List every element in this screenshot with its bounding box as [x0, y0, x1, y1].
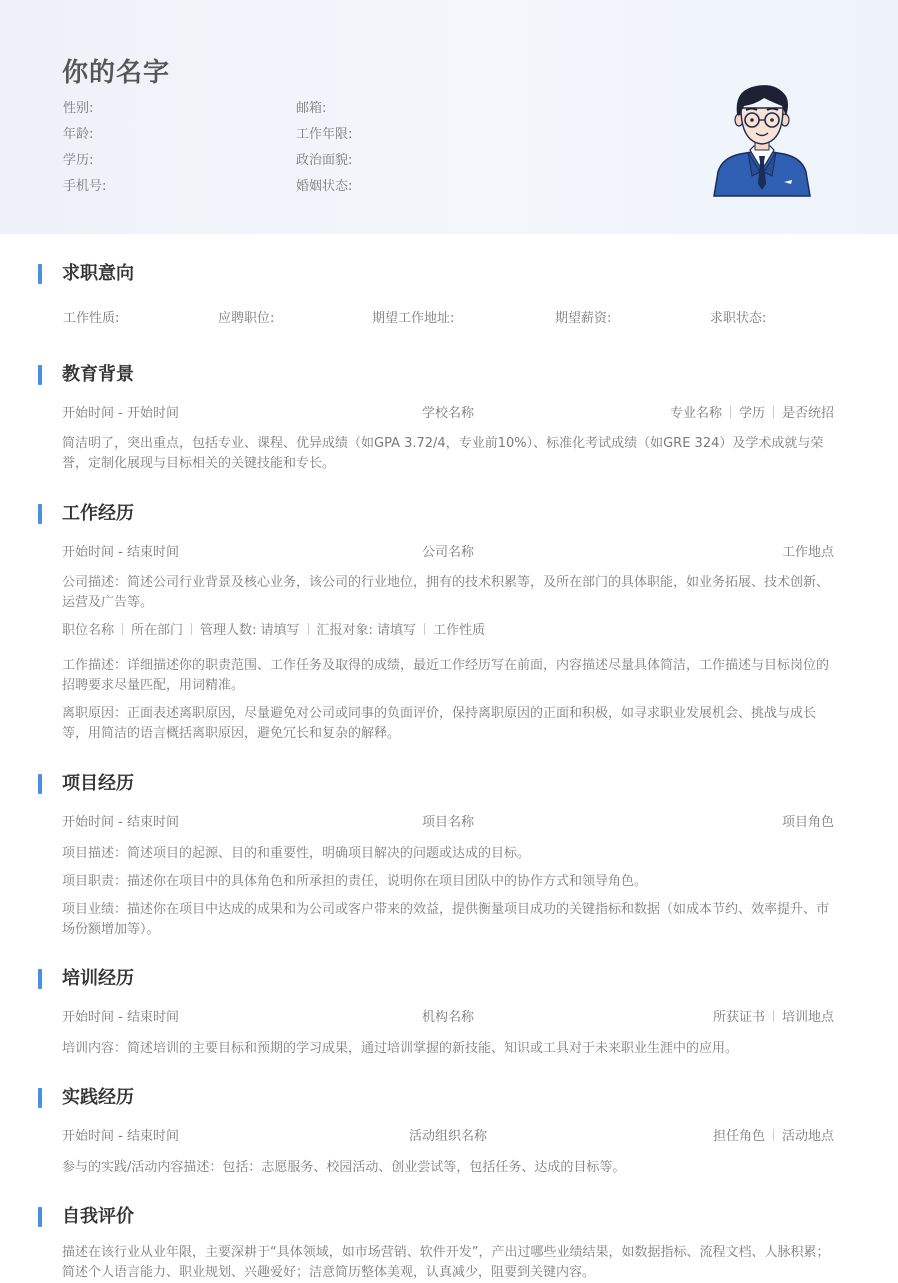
section-accent-bar	[38, 504, 42, 524]
section-title[interactable]: 求职意向	[62, 263, 134, 284]
education-tags	[670, 405, 834, 423]
certificate-tag[interactable]: 所获证书	[712, 1010, 765, 1025]
education-meta-row	[62, 405, 834, 423]
degree-tag[interactable]: 学历	[738, 406, 765, 421]
managed-count-tag[interactable]: 管理人数: 请填写	[200, 623, 300, 638]
divider	[122, 623, 123, 635]
work-description[interactable]: 工作描述：详细描述你的职责范围、工作任务及取得的成绩，最近工作经历写在前面，内容描述尽量具体简洁，工作描述与目标岗位的招聘要求尽量匹配，用词精准。	[62, 658, 830, 693]
section-title[interactable]: 项目经历	[62, 773, 134, 794]
work-nature-tag[interactable]: 工作性质	[433, 623, 486, 638]
project-role[interactable]: 项目角色	[781, 815, 834, 830]
phone-field[interactable]: 手机号:	[63, 179, 107, 194]
report-to-tag[interactable]: 汇报对象: 请填写	[316, 623, 417, 638]
section-accent-bar	[38, 969, 42, 989]
resume-header	[0, 0, 898, 234]
job-type-field[interactable]: 工作性质:	[63, 311, 120, 326]
divider	[424, 623, 425, 635]
avatar[interactable]	[706, 80, 818, 198]
project-meta-row	[62, 814, 834, 832]
training-description[interactable]: 培训内容：简述培训的主要目标和预期的学习成果，通过培训掌握的新技能、知识或工具对于未来职业生涯中的应用。	[62, 1041, 739, 1056]
political-status-field[interactable]: 政治面貌:	[296, 153, 353, 168]
enrollment-tag[interactable]: 是否统招	[781, 406, 834, 421]
training-meta-row	[62, 1009, 834, 1027]
project-description[interactable]: 项目描述：简述项目的起源、目的和重要性，明确项目解决的问题或达成的目标。	[62, 846, 531, 861]
divider	[191, 623, 192, 635]
activity-org-name[interactable]: 活动组织名称	[408, 1129, 487, 1144]
project-duty[interactable]: 项目职责：描述你在项目中的具体角色和所承担的责任，说明你在项目团队中的协作方式和领导角色。	[62, 874, 648, 889]
practice-tags	[713, 1128, 834, 1146]
practice-meta-row	[62, 1128, 834, 1146]
candidate-name[interactable]: 你的名字	[62, 58, 171, 88]
position-tag[interactable]: 职位名称	[62, 623, 115, 638]
gender-field[interactable]: 性别:	[63, 101, 94, 116]
section-accent-bar	[38, 264, 42, 284]
project-result[interactable]: 项目业绩：描述你在项目中达成的成果和为公司或客户带来的效益，提供衡量项目成功的关键指标和数据（如成本节约、效率提升、市场份额增加等）。	[62, 902, 830, 937]
education-description[interactable]: 简洁明了，突出重点，包括专业、课程、优异成绩（如GPA 3.72/4，专业前10%）、标准化考试成绩（如GRE 324）及学术成就与荣誉，定制化展现与目标相关的关键技能和专长。	[62, 436, 824, 471]
activity-location-tag[interactable]: 活动地点	[781, 1129, 834, 1144]
divider	[773, 406, 774, 418]
section-accent-bar	[38, 774, 42, 794]
project-name[interactable]: 项目名称	[421, 815, 474, 830]
major-tag[interactable]: 专业名称	[669, 406, 722, 421]
practice-time[interactable]: 开始时间 - 结束时间	[62, 1129, 179, 1144]
training-tags	[713, 1009, 834, 1027]
self-evaluation-text[interactable]: 描述在该行业从业年限，主要深耕于“具体领域，如市场营销、软件开发”，产出过哪些业绩结果，如数据指标、流程文档、人脉积累；简述个人语言能力、职业规划、兴趣爱好；洁意简历整体美观，认真减少，阻要到关键内容。	[62, 1245, 830, 1280]
work-meta-row	[62, 544, 834, 562]
divider	[308, 623, 309, 635]
job-status-field[interactable]: 求职状态:	[710, 311, 767, 326]
work-tags	[62, 621, 834, 641]
education-level-field[interactable]: 学历:	[63, 153, 94, 168]
divider	[730, 406, 731, 418]
practice-description[interactable]: 参与的实践/活动内容描述：包括：志愿服务、校园活动、创业尝试等，包括任务、达成的目标等。	[62, 1160, 626, 1175]
section-accent-bar	[38, 1088, 42, 1108]
marital-status-field[interactable]: 婚姻状态:	[296, 179, 353, 194]
section-title[interactable]: 培训经历	[62, 968, 134, 989]
training-time[interactable]: 开始时间 - 结束时间	[62, 1010, 179, 1025]
training-location-tag[interactable]: 培训地点	[781, 1010, 834, 1025]
age-field[interactable]: 年龄:	[63, 127, 94, 142]
divider	[773, 1010, 774, 1022]
basic-info-left	[63, 100, 106, 204]
department-tag[interactable]: 所在部门	[131, 623, 184, 638]
work-years-field[interactable]: 工作年限:	[296, 127, 353, 142]
email-field[interactable]: 邮箱:	[296, 101, 327, 116]
section-title[interactable]: 实践经历	[62, 1087, 134, 1108]
role-tag[interactable]: 担任角色	[712, 1129, 765, 1144]
education-time[interactable]: 开始时间 - 开始时间	[62, 406, 179, 421]
work-time[interactable]: 开始时间 - 结束时间	[62, 545, 179, 560]
basic-info-right	[296, 100, 352, 204]
applied-position-field[interactable]: 应聘职位:	[218, 311, 275, 326]
expected-salary-field[interactable]: 期望薪资:	[555, 311, 612, 326]
school-name[interactable]: 学校名称	[421, 406, 474, 421]
work-location[interactable]: 工作地点	[781, 545, 834, 560]
company-name[interactable]: 公司名称	[421, 545, 474, 560]
section-title[interactable]: 工作经历	[62, 503, 134, 524]
section-title[interactable]: 自我评价	[62, 1206, 134, 1227]
divider	[773, 1129, 774, 1141]
project-time[interactable]: 开始时间 - 结束时间	[62, 815, 179, 830]
section-accent-bar	[38, 1207, 42, 1227]
company-description[interactable]: 公司描述：简述公司行业背景及核心业务，该公司的行业地位，拥有的技术积累等，及所在部门的具体职能，如业务拓展、技术创新、运营及广告等。	[62, 575, 830, 610]
expected-location-field[interactable]: 期望工作地址:	[372, 311, 455, 326]
leave-reason[interactable]: 离职原因：正面表述离职原因，尽量避免对公司或同事的负面评价，保持离职原因的正面和积极，如寻求职业发展机会、挑战与成长等，用简洁的语言概括离职原因，避免冗长和复杂的解释。	[62, 706, 817, 741]
section-accent-bar	[38, 365, 42, 385]
section-title[interactable]: 教育背景	[62, 364, 134, 385]
institution-name[interactable]: 机构名称	[421, 1010, 474, 1025]
